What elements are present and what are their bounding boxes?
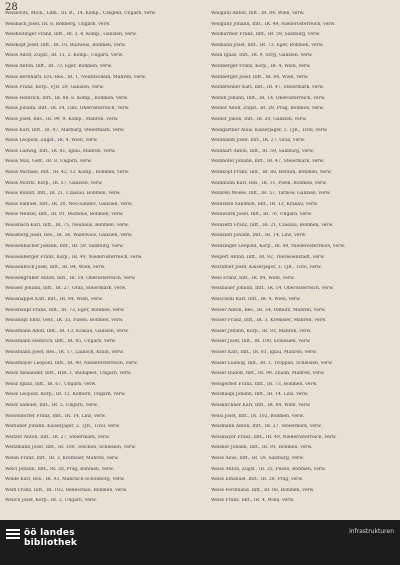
list-entry: Weissmayer Leopold, Inft., IR. 49, Niederösterreich, verw.: [5, 360, 138, 366]
viewer-footer: [0, 520, 400, 565]
logo-mark-icon: [6, 529, 20, 541]
list-entry: Weilguni Anton, Inft., IR. 84, Wien, verw.: [211, 11, 305, 16]
list-entry: Weissberg Josef, Res., IR. 56, Wadowice, Galizien, verw.: [5, 233, 133, 239]
list-entry: Weissmann Heinrich, Inft., IR. 85, Ungarn, verw.: [5, 339, 117, 345]
list-entry: Weinreb Moses, Inft., IR. 57, Tarnow, Galizien, verw.: [211, 191, 331, 197]
list-entry: Weipert Anton, Inft., IR. 92, Theresienstadt, verw.: [211, 254, 325, 260]
list-entry: Weitlaner Johann, Kaiserjäger, 2. TJR., Tirol, verw.: [5, 424, 120, 430]
list-entry: Wein Ignaz, Inft., IR. 9, Stryj, Galizien, verw.: [211, 53, 313, 59]
list-entry: Weisshappel Karl, Inft., IR. 84, Wien, verw.: [5, 297, 103, 303]
list-entry: Weischedl Karl, Inft., IR. 4, Wien, verw.: [211, 297, 301, 303]
list-entry: Weisheitinger Franz, Inft., IR. 3, 4. Komp., Galizien, verw.: [5, 32, 137, 38]
list-entry: Weimann Josef, Inft., IR. 73, Eger, Böhmen, verw.: [211, 42, 324, 48]
logo-line-1: öö landes: [24, 528, 75, 538]
list-entry: Weisz Leopold, Korp., IR. 12, Komorn, Ungarn, verw.: [5, 392, 126, 398]
list-entry: Weindl Johann, Inft., IR. 14, Oberösterreich, verw.: [211, 95, 326, 101]
list-entry: Weiner Adolf, Zugsf., IR. 28, Prag, Böhmen, verw.: [211, 106, 325, 112]
list-entry: Weinhart Anton, Inft., IR. 59, Salzburg, verw.: [211, 148, 315, 154]
list-entry: Weishäupl Johann, Inft., IR. 14, Linz, verw.: [211, 392, 309, 398]
list-entry: Weissenberger Franz, Korp., IR. 49, Niederösterreich, verw.: [5, 254, 143, 260]
list-entry: Weiss Leopold, Zugsf., IR. 4, Wien, verw.: [5, 138, 98, 144]
list-entry: Weissmann Josef, Res., IR. 17, Laibach, Krain, verw.: [5, 350, 124, 355]
list-entry: Weitendorfer Franz, Inft., IR. 14, Linz, verw.: [5, 413, 107, 419]
list-entry: Weilguny Johann, Inft., IR. 49, Niederösterreich, verw.: [211, 21, 336, 27]
list-entry: Weissenböck Josef, Inft., IR. 84, Wien, verw.: [5, 265, 106, 271]
list-entry: Weis Franz, Inft., IR. 84, Wien, verw.: [211, 275, 295, 281]
list-entry: Weiss Max, Gefr., IR. 8, Ungarn, verw.: [5, 159, 92, 165]
list-entry: Weiss Rudolf, Inft., IR. 21, Czaslau, Böhmen, verw.: [5, 191, 121, 197]
list-entry: Weiser Ludwig, Inft., IR. 1, Troppau, Schlesien, verw.: [211, 360, 333, 366]
list-entry: Weisbach Josef, IR. 8, Rehberg, Ungarn, verw.: [5, 21, 111, 27]
list-entry: Weiss Emanuel, Inft., IR. 28, Prag, verw.: [211, 477, 304, 483]
list-entry: Weissbach Karl, Inft., IR. 75, Neuhaus, Böhmen, verw.: [5, 222, 129, 228]
list-entry: Weiskopf Josef, Inft., IR. 10, Budweis, Böhmen, verw.: [5, 42, 126, 48]
list-entry: Weinzierl Johann, Inft., IR. 14, Linz, verw.: [211, 233, 307, 239]
list-entry: Weiss Ferdinand, Inft., IR. 88, Böhmen, verw.: [211, 487, 315, 493]
list-entry: Weiser Josef, Inft., IR. 100, Schlesien, verw.: [211, 339, 311, 345]
list-entry: Weissenbacher Johann, Inft., IR. 59, Salzburg, verw.: [5, 244, 124, 250]
list-entry: Welich Josef, Korp., IR. 2, Ungarn, verw.: [5, 498, 97, 504]
list-entry: Weinwurm Josef, Inft., IR. 76, Ungarn, verw.: [211, 212, 313, 218]
list-entry: Weiss Franz, Inft., IR. 4, Wien, verw.: [211, 498, 295, 504]
list-entry: Weinhofer Johann, Inft., IR. 47, Steiermark, verw.: [211, 159, 325, 165]
list-entry: Weiser Franz, Inft., IR. 3, Kremsier, Mähren, verw.: [211, 318, 327, 324]
list-entry: Welfl Franz, Inft., IR. 102, Beneschau, Böhmen, verw.: [5, 487, 128, 493]
list-entry: Weiss Moritz, Korp., IR. 57, Galizien, verw.: [5, 180, 103, 186]
list-entry: Weingartner Alois, Kaiserjäger, 1. TJR., Tirol, verw.: [211, 127, 328, 133]
list-entry: Weisser Johann, Inft., IR. 27, Graz, Steiermark, verw.: [5, 286, 127, 292]
list-entry: Weisl Josef, Inft., IR. 102, Böhmen, verw.: [211, 413, 305, 419]
list-entry: Weinhandl Josef, Inft., IR. 27, Graz, verw.: [211, 138, 306, 144]
logo-line-2: bibliothek: [24, 538, 78, 548]
list-entry: Weiss Adolf, Zugsf., IR. 11, 2. Komp., Ungarn, verw.: [5, 53, 124, 59]
list-entry: Weiss Samuel, Inft., IR. 20, Neu-Sandec, Galizien, verw.: [5, 201, 133, 207]
list-entry: Weiss Johann, Inft., IR. 14, Linz, Oberösterreich, verw.: [5, 106, 130, 112]
page-number: 28: [5, 2, 18, 13]
list-entry: Weinzinger Leopold, Korp., IR. 49, Niederösterreich, verw.: [211, 244, 346, 250]
list-entry: Weiss Alois, Inft., IR. 59, Salzburg, verw.: [211, 455, 304, 461]
list-entry: Weitzer Anton, Inft., IR. 27, Steiermark, verw.: [5, 434, 110, 440]
list-entry: Weisbauer Johann, Inft., IR. 14, Oberösterreich, verw.: [211, 286, 334, 292]
viewer-link[interactable]: infrastrukturen: [349, 528, 394, 535]
list-entry: Weissengruber Anton, Inft., IR. 14, Oberösterreich, verw.: [5, 275, 136, 281]
list-entry: Weinmann Karl, Res., IR. 11, Pisek, Böhmen, verw.: [211, 180, 327, 186]
list-entry: Welan Franz, Inft., IR. 3, Kremsier, Mähren, verw.: [5, 455, 119, 461]
list-entry: Weinberger Franz, Korp., IR. 4, Wien, verw.: [211, 63, 311, 69]
list-entry: Weinstein Salomon, Inft., IR. 13, Krakau, verw.: [211, 201, 318, 207]
list-entry: Weismayer Franz, Inft., IR. 49, Niederösterreich, verw.: [211, 434, 337, 440]
list-entry: Weisshaupt Franz, Inft., IR. 73, Eger, Böhmen, verw.: [5, 307, 125, 313]
list-entry: Weirather Josef, Kaiserjäger, 3. TJR., Tirol, verw.: [211, 265, 322, 271]
list-entry: Weisner Johann, Inft., IR. 91, Böhmen, verw.: [211, 445, 313, 451]
right-column: [211, 11, 395, 509]
list-entry: Weisskopf Emil, Gefr., IR. 35, Pilsen, Böhmen, verw.: [5, 318, 124, 324]
list-entry: Weinberger Josef, Inft., IR. 84, Wien, verw.: [211, 74, 309, 80]
list-entry: Weiser Johann, Korp., IR. 93, Mähren, verw.: [211, 328, 312, 334]
list-entry: Weiss Anton, Zugsf., IR. 35, Pilsen, Böhmen, verw.: [211, 466, 326, 472]
list-entry: Weissmann Adolf, Inft., IR. 13, Krakau, Galizien, verw.: [5, 328, 129, 334]
list-entry: Weilhartner Franz, Inft., IR. 59, Salzburg, verw.: [211, 32, 320, 38]
list-entry: Weismann Anton, Inft., IR. 27, Steiermark, verw.: [211, 424, 322, 430]
list-entry: Weislovits, Mich., Ldm., III. R., 14. Komp., Czegléd, Ungarn, verw.: [5, 11, 157, 16]
list-entry: Weiss Heinrich, Inft., IR. 88, 6. Komp., Böhmen, verw.: [5, 95, 129, 101]
list-entry: Weinbrenner Karl, Inft., IR. 47, Steiermark, verw.: [211, 85, 325, 91]
list-entry: Weiss Karl, Inft., IR. 47, Marburg, Steiermark, verw.: [5, 127, 125, 133]
list-entry: Weiser Karl, Inft., IR. 81, Iglau, Mähren, verw.: [211, 350, 317, 355]
list-entry: Welde Karl, Res., IR. 93, Mährisch-Schönberg, verw.: [5, 477, 125, 483]
list-entry: Weitzmann Josef, Inft., IR. 100, Teschen, Schlesien, verw.: [5, 445, 136, 451]
list-entry: Weisz Samuel, Inft., IR. 5, Ungarn, verw.: [5, 402, 98, 408]
list-entry: Weiss Franz, Korp., FJB. 29, Galizien, verw.: [5, 85, 104, 91]
list-entry: Weiss Bernhard, Ers.-Res., IR. 1, Neutitschein, Mähren, verw.: [5, 74, 147, 80]
list-entry: Weinzettl Franz, Inft., IR. 21, Czaslau, Böhmen, verw.: [211, 222, 334, 228]
list-entry: Weisz Ignaz, Inft., IR. 67, Ungarn, verw.: [5, 381, 97, 387]
list-entry: Welcl Johann, Inft., IR. 28, Prag, Böhmen, verw.: [5, 466, 114, 472]
list-entry: Weiss Michael, Inft., IR. 42, 12. Komp., Böhmen, verw.: [5, 169, 130, 175]
list-entry: Weisgerber Franz, Inft., IR. 73, Böhmen, verw.: [211, 381, 318, 387]
list-entry: Weiskirchner Karl, Inft., IR. 84, Wien, verw.: [211, 402, 311, 408]
list-entry: Weiser Anton, Res., IR. 54, Olmütz, Mähren, verw.: [211, 307, 326, 313]
left-column: [5, 11, 189, 509]
list-entry: Weiner Jakob, Inft., IR. 20, Galizien, verw.: [211, 116, 307, 122]
list-entry: Weiser Rudolf, Inft., IR. 99, Znaim, Mähren, verw.: [211, 371, 325, 377]
list-entry: Weiss Josef, Res., IR. 99, 9. Komp., Mähren, verw.: [5, 116, 119, 122]
list-entry: Weisz Alexander, Inft., HIR. 1, Budapest, Ungarn, verw.: [5, 371, 132, 377]
logo-text: [24, 528, 77, 548]
list-entry: Weiss Wenzel, Inft., IR. 91, Budweis, Böhmen, verw.: [5, 212, 124, 218]
list-entry: Weiss Anton, Inft., IR. 73, Eger, Böhmen, verw.: [5, 63, 112, 69]
list-entry: Weiss Ludwig, Inft., IR. 81, Iglau, Mähren, verw.: [5, 148, 116, 154]
list-entry: Weinkopf Franz, Inft., IR. 88, Beraun, Böhmen, verw.: [211, 169, 332, 175]
